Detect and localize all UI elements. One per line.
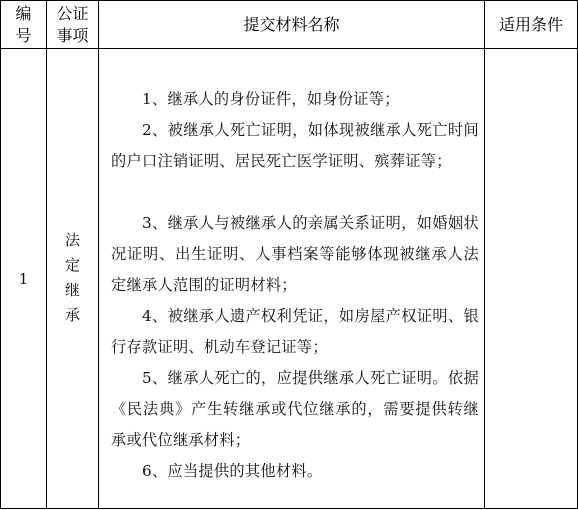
material-item-3: 3、继承人与被继承人的亲属关系证明，如婚姻状况证明、出生证明、人事档案等能够体现被继承人法定继承人范围的证明材料； bbox=[111, 214, 479, 295]
header-matter-line2: 事项 bbox=[56, 25, 89, 45]
row-matter bbox=[47, 49, 98, 508]
row-number-value: 1 bbox=[18, 269, 29, 288]
header-materials bbox=[99, 1, 484, 48]
row-number bbox=[1, 49, 46, 508]
header-conditions bbox=[485, 1, 577, 48]
header-number-line1: 编 bbox=[15, 3, 32, 23]
header-number bbox=[1, 1, 46, 48]
material-item-1: 1、继承人的身份证件，如身份证等； bbox=[142, 90, 400, 108]
material-item-4: 4、被继承人遗产权利凭证，如房屋产权证明、银行存款证明、机动车登记证等； bbox=[111, 307, 479, 357]
row-matter-char: 继 bbox=[64, 280, 80, 299]
header-notary-matter bbox=[47, 1, 98, 48]
row-matter-char: 定 bbox=[64, 255, 80, 274]
row-conditions bbox=[485, 49, 577, 508]
row-matter-char: 承 bbox=[64, 305, 80, 324]
row-matter-char: 法 bbox=[64, 230, 80, 249]
header-number-line2: 号 bbox=[15, 25, 32, 45]
material-item-5: 5、继承人死亡的，应提供继承人死亡证明。依据《民法典》产生转继承或代位继承的，需要提供转继承或代位继承材料； bbox=[111, 369, 479, 450]
material-item-2: 2、被继承人死亡证明，如体现被继承人死亡时间的户口注销证明、居民死亡医学证明、殡葬证等； bbox=[111, 121, 479, 171]
material-item-6: 6、应当提供的其他材料。 bbox=[142, 462, 323, 480]
header-materials-label: 提交材料名称 bbox=[243, 14, 340, 34]
table-border-bottom bbox=[0, 508, 578, 509]
header-conditions-label: 适用条件 bbox=[498, 14, 563, 34]
header-matter-line1: 公证 bbox=[56, 3, 89, 23]
col-divider-2 bbox=[98, 0, 99, 509]
